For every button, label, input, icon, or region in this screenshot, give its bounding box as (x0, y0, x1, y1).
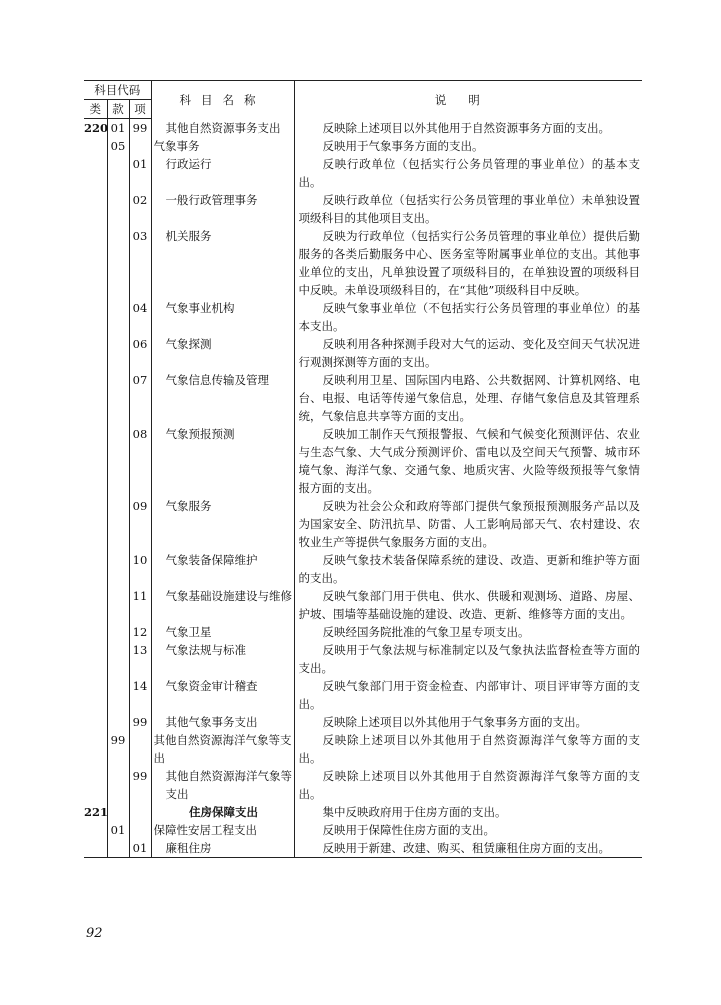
lei-cell (84, 839, 107, 858)
table-row (84, 767, 642, 803)
lei-cell (84, 731, 107, 767)
kuan-cell: 99 (107, 731, 129, 767)
description-cell: 反映用于气象事务方面的支出。 (322, 139, 484, 153)
subject-code-header: 科目代码 (84, 81, 151, 100)
budget-subject-table (84, 80, 642, 858)
kuan-cell (107, 335, 129, 371)
kuan-cell: 01 (107, 821, 129, 839)
table-row (84, 839, 642, 858)
lei-cell (84, 551, 107, 587)
subject-name-cell: 机关服务 (151, 227, 294, 299)
xiang-cell (129, 821, 151, 839)
budget-table-page (84, 80, 642, 858)
xiang-cell: 09 (129, 497, 151, 551)
kuan-cell (107, 227, 129, 299)
kuan-cell (107, 839, 129, 858)
lei-cell (84, 191, 107, 227)
table-row (84, 677, 642, 713)
kuan-cell (107, 713, 129, 731)
xiang-cell: 01 (129, 155, 151, 191)
subject-name-cell: 气象事业机构 (151, 299, 294, 335)
description-cell: 集中反映政府用于住房方面的支出。 (322, 805, 507, 819)
xiang-cell: 06 (129, 335, 151, 371)
lei-cell (84, 155, 107, 191)
description-cell: 反映气象事业单位（不包括实行公务员管理的事业单位）的基本支出。 (298, 301, 640, 333)
kuan-cell (107, 299, 129, 335)
subject-name-cell: 气象预报预测 (151, 425, 294, 497)
table-row (84, 371, 642, 425)
lei-cell (84, 713, 107, 731)
lei-cell (84, 299, 107, 335)
subject-name-cell: 其他自然资源海洋气象等支出 (151, 731, 294, 767)
page-number: 92 (86, 926, 103, 941)
kuan-cell (107, 623, 129, 641)
description-cell: 反映利用各种探测手段对大气的运动、变化及空间天气状况进行观测探测等方面的支出。 (298, 337, 640, 369)
lei-cell (84, 641, 107, 677)
subject-name-cell: 气象事务 (151, 137, 294, 155)
xiang-cell: 99 (129, 119, 151, 138)
kuan-cell (107, 677, 129, 713)
xiang-cell: 01 (129, 839, 151, 858)
subject-name-cell: 其他气象事务支出 (151, 713, 294, 731)
table-row (84, 641, 642, 677)
table-row (84, 335, 642, 371)
subject-name-cell: 气象基础设施建设与维修 (151, 587, 294, 623)
xiang-cell: 02 (129, 191, 151, 227)
kuan-cell (107, 497, 129, 551)
kuan-cell (107, 191, 129, 227)
description-cell: 反映经国务院批准的气象卫星专项支出。 (322, 625, 530, 639)
description-cell: 反映气象部门用于供电、供水、供暖和观测场、道路、房屋、护坡、围墙等基础设施的建设、改造、更新、维修等方面的支出。 (298, 589, 640, 621)
xiang-cell: 14 (129, 677, 151, 713)
kuan-cell: 05 (107, 137, 129, 155)
lei-cell (84, 371, 107, 425)
table-row (84, 425, 642, 497)
subject-name-cell: 住房保障支出 (151, 803, 294, 821)
table-row (84, 191, 642, 227)
kuan-cell (107, 803, 129, 821)
kuan-cell (107, 371, 129, 425)
kuan-cell (107, 587, 129, 623)
lei-cell: 221 (84, 805, 109, 819)
table-row (84, 713, 642, 731)
kuan-cell (107, 767, 129, 803)
subject-name-cell: 一般行政管理事务 (151, 191, 294, 227)
xiang-cell (129, 137, 151, 155)
xiang-cell: 11 (129, 587, 151, 623)
kuan-cell (107, 425, 129, 497)
table-row (84, 299, 642, 335)
table-row (84, 155, 642, 191)
subject-name-cell: 气象法规与标准 (151, 641, 294, 677)
description-cell: 反映行政单位（包括实行公务员管理的事业单位）的基本支出。 (298, 157, 640, 189)
lei-cell (84, 137, 107, 155)
subject-name-cell: 气象装备保障维护 (151, 551, 294, 587)
table-row (84, 119, 642, 138)
lei-cell: 220 (84, 119, 107, 138)
xiang-header: 项 (129, 100, 151, 119)
description-cell: 反映为社会公众和政府等部门提供气象预报预测服务产品以及为国家安全、防汛抗旱、防雷、人工影响局部天气、农村建设、农牧业生产等提供气象服务方面的支出。 (298, 499, 640, 549)
description-cell: 反映利用卫星、国际国内电路、公共数据网、计算机网络、电台、电报、电话等传递气象信息，处理、存储气象信息及其管理系统，气象信息共享等方面的支出。 (298, 373, 640, 423)
xiang-cell: 13 (129, 641, 151, 677)
description-cell: 反映除上述项目以外其他用于自然资源事务方面的支出。 (322, 120, 610, 135)
description-cell: 反映除上述项目以外其他用于气象事务方面的支出。 (322, 715, 587, 729)
table-row (84, 551, 642, 587)
subject-name-cell: 保障性安居工程支出 (151, 821, 294, 839)
description-cell: 反映气象部门用于资金检查、内部审计、项目评审等方面的支出。 (298, 679, 640, 711)
xiang-cell: 99 (129, 713, 151, 731)
table-body (84, 119, 642, 858)
lei-cell (84, 587, 107, 623)
subject-name-cell: 气象信息传输及管理 (151, 371, 294, 425)
description-cell: 反映为行政单位（包括实行公务员管理的事业单位）提供后勤服务的各类后勤服务中心、医务室等附属事业单位的支出。其他事业单位的支出，凡单独设置了项级科目的，在单独设置的项级科目中反映。未单设项级科目的，在“其他”项级科目中反映。 (298, 229, 640, 297)
xiang-cell: 07 (129, 371, 151, 425)
table-row (84, 803, 642, 821)
description-header: 说明 (294, 81, 642, 119)
xiang-cell (129, 803, 151, 821)
kuan-cell (107, 551, 129, 587)
subject-name-cell: 气象服务 (151, 497, 294, 551)
subject-name-cell: 廉租住房 (151, 839, 294, 858)
xiang-cell: 12 (129, 623, 151, 641)
kuan-header: 款 (107, 100, 129, 119)
kuan-cell (107, 641, 129, 677)
lei-cell (84, 821, 107, 839)
subject-name-cell: 气象资金审计稽查 (151, 677, 294, 713)
kuan-cell (107, 155, 129, 191)
description-cell: 反映行政单位（包括实行公务员管理的事业单位）未单独设置项级科目的其他项目支出。 (298, 193, 640, 225)
table-row (84, 731, 642, 767)
subject-name-cell: 行政运行 (151, 155, 294, 191)
xiang-cell: 10 (129, 551, 151, 587)
lei-cell (84, 767, 107, 803)
xiang-cell: 08 (129, 425, 151, 497)
description-cell: 反映用于新建、改建、购买、租赁廉租住房方面的支出。 (294, 839, 642, 858)
lei-cell (84, 677, 107, 713)
subject-name-cell: 其他自然资源事务支出 (151, 119, 294, 138)
xiang-cell: 03 (129, 227, 151, 299)
table-row (84, 623, 642, 641)
lei-header: 类 (84, 100, 107, 119)
lei-cell (84, 623, 107, 641)
lei-cell (84, 497, 107, 551)
xiang-cell: 04 (129, 299, 151, 335)
description-cell: 反映用于气象法规与标准制定以及气象执法监督检查等方面的支出。 (298, 643, 640, 675)
xiang-cell: 99 (129, 767, 151, 803)
table-row (84, 497, 642, 551)
description-cell: 反映除上述项目以外其他用于自然资源海洋气象等方面的支出。 (298, 769, 640, 801)
lei-cell (84, 227, 107, 299)
subject-name-cell: 气象卫星 (151, 623, 294, 641)
subject-name-cell: 气象探测 (151, 335, 294, 371)
lei-cell (84, 425, 107, 497)
description-cell: 反映用于保障性住房方面的支出。 (322, 823, 495, 837)
kuan-cell: 01 (107, 119, 129, 138)
description-cell: 反映气象技术装备保障系统的建设、改造、更新和维护等方面的支出。 (298, 553, 640, 585)
subject-name-cell: 其他自然资源海洋气象等支出 (151, 767, 294, 803)
description-cell: 反映除上述项目以外其他用于自然资源海洋气象等方面的支出。 (298, 733, 640, 765)
subject-name-header: 科目名称 (151, 81, 294, 119)
table-row (84, 587, 642, 623)
description-cell: 反映加工制作天气预报警报、气候和气候变化预测评估、农业与生态气象、大气成分预测评价、雷电以及空间天气预警、城市环境气象、海洋气象、交通气象、地质灾害、火险等级预报等气象情报方面的支出。 (298, 427, 640, 495)
table-row (84, 227, 642, 299)
lei-cell (84, 335, 107, 371)
xiang-cell (129, 731, 151, 767)
table-row (84, 821, 642, 839)
table-row (84, 137, 642, 155)
